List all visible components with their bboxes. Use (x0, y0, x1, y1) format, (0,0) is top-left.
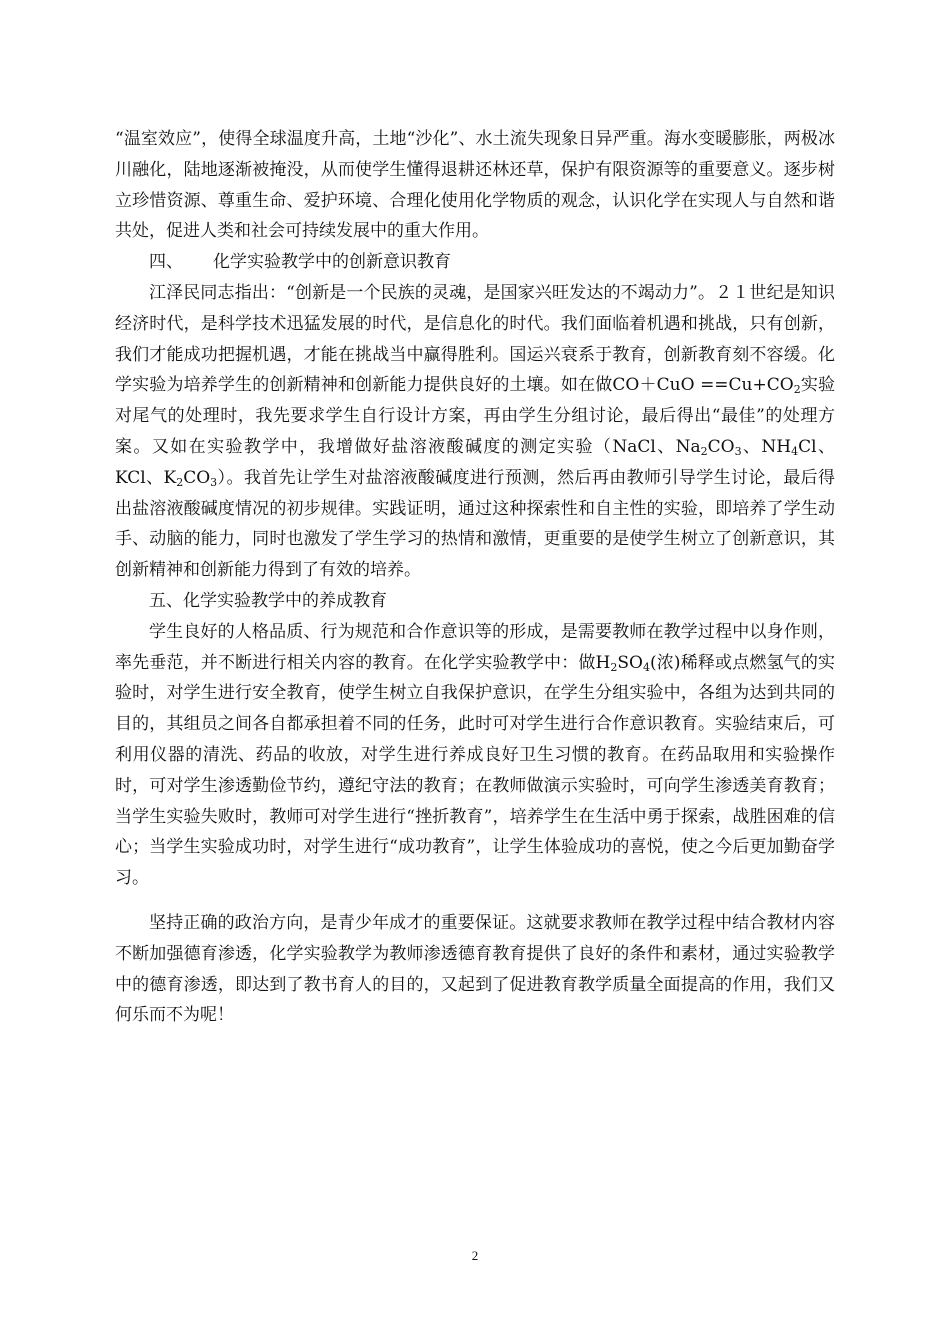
section-heading-title: 化学实验教学中的创新意识教育 (213, 252, 451, 273)
paragraph-innovation-education: 江泽民同志指出：“创新是一个民族的灵魂，是国家兴旺发达的不竭动力”。２１世纪是知识经济时代，是科学技术迅猛发展的时代，是信息化的时代。我们面临着机遇和挑战，只有创新，我们才能成功把握机遇，才能在挑战当中赢得胜利。国运兴衰系于教育，创新教育刻不容缓。化学实验为培养学生的创新精神和创新能力提供良好的土壤。如在做$CO+CuO ==Cu+CO_2$实验对尾气的处理时，我先要求学生自行设计方案，再由学生分组讨论，最后得出“最佳”的处理方案。又如在实验教学中，我增做好盐溶液酸碱度的测定实验（NaCl、$Na_2CO_3$、$NH_4Cl$、KCl、$K_2CO_3$）。我首先让学生对盐溶液酸碱度进行预测，然后再由教师引导学生讨论，最后得出盐溶液酸碱度情况的初步规律。实践证明，通过这种探索性和自主性的实验，即培养了学生动手、动脑的能力，同时也激发了学生学习的热情和激情，更重要的是使学生树立了创新意识，其创新精神和创新能力得到了有效的培养。 (115, 282, 836, 581)
section-heading-innovation (115, 247, 835, 278)
section-heading-number: 四、 (149, 252, 183, 273)
document-body (115, 124, 835, 1031)
paragraph-environment-education: “温室效应”，使得全球温度升高，土地“沙化”、水土流失现象日异严重。海水变暖膨胀，两极冰川融化，陆地逐渐被掩没，从而使学生懂得退耕还林还草，保护有限资源等的重要意义。逐步树立珍惜资源、尊重生命、爱护环境、合理化使用化学物质的观念，认识化学在实现人与自然和谐共处，促进人类和社会可持续发展中的重大作用。 (115, 129, 835, 242)
paragraph-habit-education: 学生良好的人格品质、行为规范和合作意识等的形成，是需要教师在教学过程中以身作则，率先垂范，并不断进行相关内容的教育。在化学实验教学中：做$H_2SO_4$(浓)稀释或点燃氢气的实验时，对学生进行安全教育，使学生树立自我保护意识，在学生分组实验中，各组为达到共同的目的，其组员之间各自都承担着不同的任务，此时可对学生进行合作意识教育。实验结束后，可利用仪器的清洗、药品的收放，对学生进行养成良好卫生习惯的教育。在药品取用和实验操作时，可对学生渗透勤俭节约，遵纪守法的教育；在教师做演示实验时，可向学生渗透美育教育；当学生实验失败时，教师可对学生进行“挫折教育”，培养学生在生活中勇于探索，战胜困难的信心；当学生实验成功时，对学生进行“成功教育”，让学生体验成功的喜悦，使之今后更加勤奋学习。 (115, 621, 835, 889)
page-number: 2 (471, 1248, 479, 1263)
paragraph-gap (115, 894, 835, 908)
section-heading-habit: 五、化学实验教学中的养成教育 (149, 590, 387, 611)
paragraph-conclusion: 坚持正确的政治方向，是青少年成才的重要保证。这就要求教师在教学过程中结合教材内容不断加强德育渗透，化学实验教学为教师渗透德育教育提供了良好的条件和素材，通过实验教学中的德育渗透，即达到了教书育人的目的，又起到了促进教育教学质量全面提高的作用，我们又何乐而不为呢！ (115, 912, 835, 1026)
